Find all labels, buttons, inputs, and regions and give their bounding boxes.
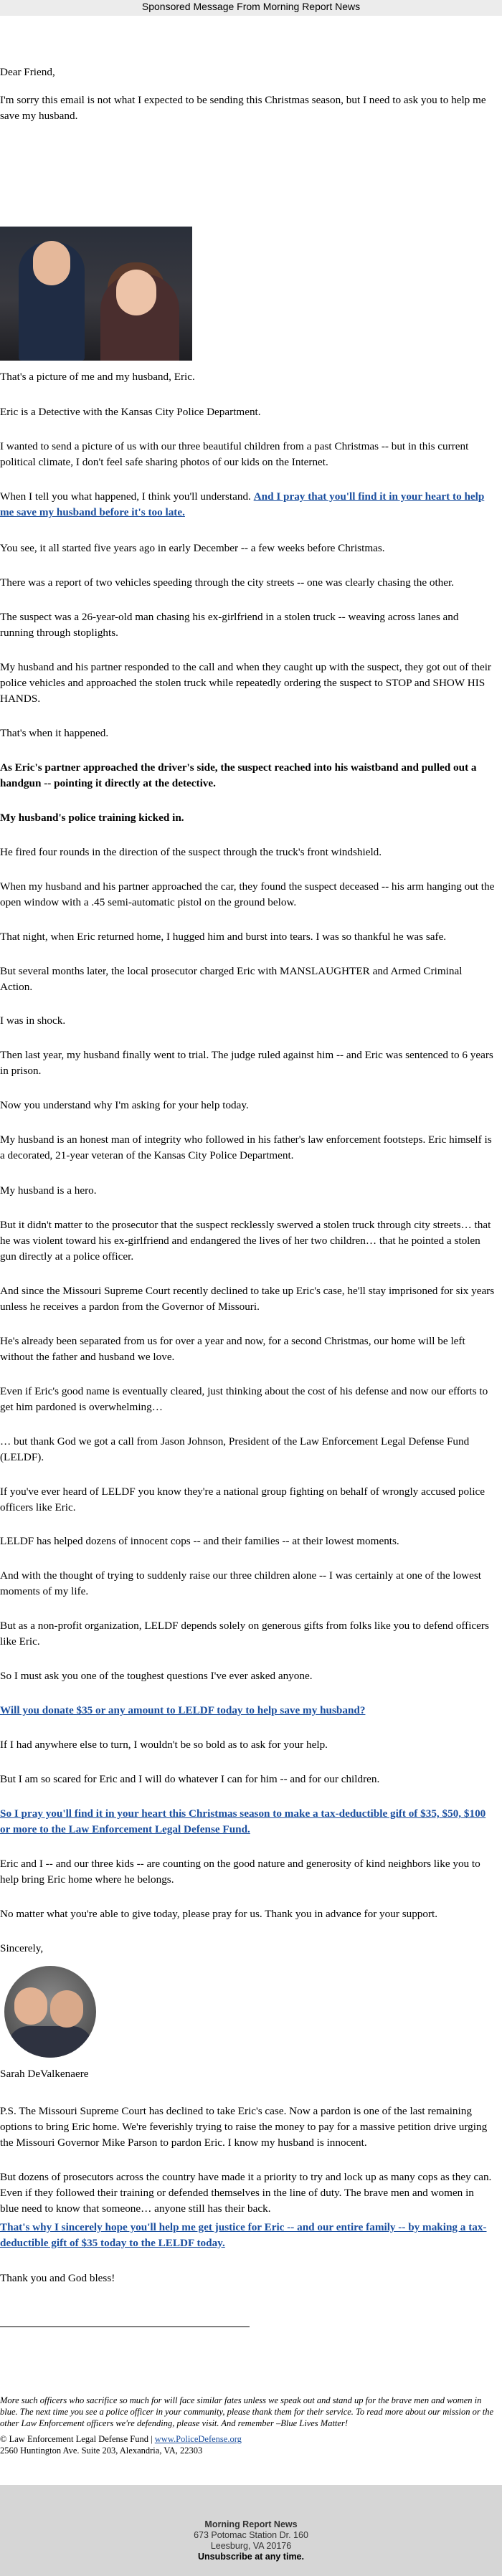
signature: Sarah DeValkenaere: [0, 2068, 89, 2080]
paragraph: You see, it all started five years ago in early December -- a few weeks before Christmas.: [0, 542, 385, 554]
paragraph-bold: My husband's police training kicked in.: [0, 812, 184, 824]
paragraph: My husband is an honest man of integrity who followed in his father's law enforcement footsteps. Eric himself is a decorated, 21-year veteran of the Kansas City Police Department.: [0, 1133, 492, 1161]
greeting: Dear Friend,: [0, 66, 55, 78]
thanks: Thank you and God bless!: [0, 2272, 115, 2284]
justice-for-eric-link[interactable]: That's why I sincerely hope you'll help me get justice for Eric -- and our entire family -- by making a tax-deductible gift of $35 today to the LELDF today.: [0, 2221, 487, 2249]
paragraph: Now you understand why I'm asking for your help today.: [0, 1099, 249, 1111]
paragraph: LELDF has helped dozens of innocent cops -- and their families -- at their lowest moments.: [0, 1535, 399, 1547]
sponsored-banner-text: Sponsored Message From Morning Report News: [141, 1, 361, 12]
couple-photo: [0, 227, 192, 361]
ps-paragraph: But dozens of prosecutors across the country have made it a priority to try and lock up as many cops as they can. Even if they followed their training or defended themselves in the line of duty. The brave men and women in blue need to know that someone… anyone still has their back.: [0, 2171, 492, 2215]
signer-avatar: [4, 1966, 96, 2058]
ps-paragraph: P.S. The Missouri Supreme Court has declined to take Eric's case. Now a pardon is one of the last remaining options to bring Eric home. We're feverishly trying to raise the money to pay for a massive petition drive urging the Missouri Governor Mike Parson to pardon Eric. I know my husband is innocent.: [0, 2105, 488, 2149]
unsubscribe-link[interactable]: Unsubscribe at any time.: [198, 2552, 304, 2562]
paragraph: He's already been separated from us for over a year and now, for a second Christmas, our home will be left without the father and husband we love.: [0, 1335, 465, 1363]
paragraph: No matter what you're able to give today, please pray for us. Thank you in advance for your support.: [0, 1908, 438, 1920]
paragraph: If you've ever heard of LELDF you know they're a national group fighting on behalf of wrongly accused police officers like Eric.: [0, 1486, 486, 1513]
sender-name: Morning Report News: [204, 2519, 298, 2529]
paragraph: I wanted to send a picture of us with our three beautiful children from a past Christmas -- but in this current political climate, I don't feel safe sharing photos of our kids on the Internet.: [0, 440, 469, 468]
paragraph: I'm sorry this email is not what I expected to be sending this Christmas season, but I need to ask you to help me save my husband.: [0, 94, 486, 122]
paragraph: But I am so scared for Eric and I will do whatever I can for him -- and for our children.: [0, 1773, 380, 1785]
footer-note: More such officers who sacrifice so much for will face similar fates unless we speak out and stand up for the brave men and women in blue. The next time you see a police officer in your community, please thank them for their service. To read more about our mission or the other Law Enforcement officers we're defending, please visit. And remember –Blue Lives Matter!: [0, 2395, 494, 2428]
help-save-husband-link[interactable]: And I pray that you'll find it in your heart to help me save my husband before it's too late.: [0, 490, 485, 518]
sender-footer: [0, 2485, 502, 2576]
paragraph: He fired four rounds in the direction of the suspect through the truck's front windshield.: [0, 846, 382, 858]
paragraph: And with the thought of trying to suddenly raise our three children alone -- I was certainly at one of the lowest moments of my life.: [0, 1569, 482, 1597]
sender-address-line1: 673 Potomac Station Dr. 160: [194, 2530, 308, 2540]
paragraph: … but thank God we got a call from Jason Johnson, President of the Law Enforcement Legal Defense Fund (LELDF).: [0, 1435, 470, 1463]
paragraph: [0, 489, 495, 521]
tax-deductible-gift-link[interactable]: So I pray you'll find it in your heart this Christmas season to make a tax-deductible gift of $35, $50, $100 or more to the Law Enforcement Legal Defense Fund.: [0, 1807, 486, 1835]
paragraph: Eric is a Detective with the Kansas City Police Department.: [0, 406, 261, 418]
paragraph: Even if Eric's good name is eventually cleared, just thinking about the cost of his defense and now our efforts to get him pardoned is overwhelming…: [0, 1385, 488, 1413]
paragraph: And since the Missouri Supreme Court recently declined to take up Eric's case, he'll stay imprisoned for six years unless he receives a pardon from the Governor of Missouri.: [0, 1285, 495, 1313]
paragraph: Eric and I -- and our three kids -- are counting on the good nature and generosity of kind neighbors like you to help bring Eric home where he belongs.: [0, 1858, 480, 1886]
footer-copyright: [0, 2433, 495, 2445]
paragraph: When my husband and his partner approached the car, they found the suspect deceased -- his arm hanging out the open window with a .45 semi-automatic pistol on the ground below.: [0, 880, 495, 908]
paragraph: But as a non-profit organization, LELDF depends solely on generous gifts from folks like you to defend officers like Eric.: [0, 1620, 489, 1648]
paragraph: But several months later, the local prosecutor charged Eric with MANSLAUGHTER and Armed Criminal Action.: [0, 965, 463, 993]
paragraph: The suspect was a 26-year-old man chasing his ex-girlfriend in a stolen truck -- weaving across lanes and running through stoplights.: [0, 611, 459, 639]
police-defense-link[interactable]: www.PoliceDefense.org: [154, 2434, 242, 2444]
copyright-text: © Law Enforcement Legal Defense Fund |: [0, 2434, 155, 2444]
paragraph: My husband and his partner responded to the call and when they caught up with the suspect, they got out of their police vehicles and approached the stolen truck while repeatedly ordering the suspect to STOP and SHOW HIS HANDS.: [0, 661, 491, 705]
paragraph: That's when it happened.: [0, 727, 109, 739]
paragraph: But it didn't matter to the prosecutor that the suspect recklessly swerved a stolen truck through city streets… that he was violent toward his ex-girlfriend and endangered the lives of her two children… that he pointed a stolen gun directly at a police officer.: [0, 1219, 491, 1263]
donate-35-link[interactable]: Will you donate $35 or any amount to LELDF today to help save my husband?: [0, 1704, 366, 1716]
paragraph: Then last year, my husband finally went to trial. The judge ruled against him -- and Eric was sentenced to 6 years in prison.: [0, 1049, 493, 1077]
footer-address: 2560 Huntington Ave. Suite 203, Alexandria, VA, 22303: [0, 2446, 203, 2456]
paragraph: I was in shock.: [0, 1014, 66, 1027]
paragraph: My husband is a hero.: [0, 1184, 97, 1197]
closing: Sincerely,: [0, 1942, 44, 1954]
sender-address-line2: Leesburg, VA 20176: [210, 2541, 292, 2551]
sponsored-banner: [0, 0, 502, 16]
paragraph: There was a report of two vehicles speeding through the city streets -- one was clearly chasing the other.: [0, 576, 455, 589]
paragraph-text: When I tell you what happened, I think you'll understand.: [0, 490, 254, 503]
paragraph: If I had anywhere else to turn, I wouldn't be so bold as to ask for your help.: [0, 1739, 328, 1751]
paragraph: That night, when Eric returned home, I hugged him and burst into tears. I was so thankful he was safe.: [0, 931, 447, 943]
paragraph: So I must ask you one of the toughest questions I've ever asked anyone.: [0, 1670, 313, 1682]
paragraph-bold: As Eric's partner approached the driver's side, the suspect reached into his waistband and pulled out a handgun -- pointing it directly at the detective.: [0, 761, 477, 789]
paragraph: That's a picture of me and my husband, Eric.: [0, 371, 195, 383]
